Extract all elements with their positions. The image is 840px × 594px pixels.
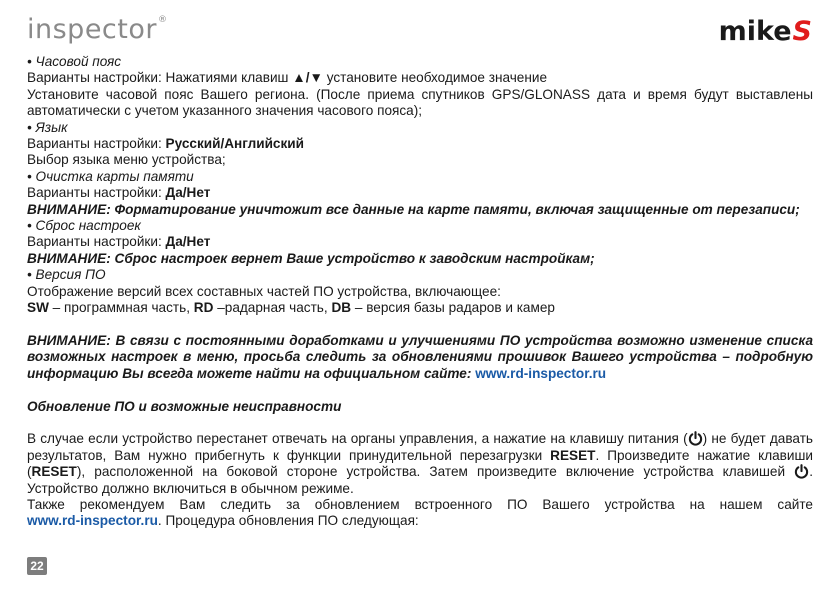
- brand-right-text: mike: [718, 16, 792, 47]
- registered-mark: ®: [157, 15, 168, 25]
- timezone-options: Варианты настройки: Нажатиями клавиш ▲/▼ установите необходимое значение: [27, 70, 548, 86]
- power-icon: [688, 431, 703, 446]
- spacer: [27, 317, 813, 333]
- brand-right-accent: S: [792, 16, 812, 47]
- reset-instructions: В случае если устройство перестанет отвечать на органы управления, а нажатие на клавишу питания ( ) не будет давать результатов, Вам нужно прибегнуть к функции принудительной перезагрузки RESET. Произведите нажатие клавиши (RESET), расположенной на боковой стороне устройства. Затем произведите включение устройства клавишей . Устройство должно включиться в обычном режиме.: [27, 431, 813, 496]
- spacer: [27, 382, 813, 398]
- manual-content: [27, 54, 813, 530]
- power-icon: [794, 464, 809, 479]
- language-options: Варианты настройки: Русский/Английский: [27, 136, 305, 152]
- update-recommendation-end: www.rd-inspector.ru. Процедура обновления ПО следующая:: [27, 513, 419, 529]
- update-notice: ВНИМАНИЕ: В связи с постоянными доработками и улучшениями ПО устройства возможно изменение списка возможных настроек в меню, просьба следить за обновлениями прошивок Вашего устройства – подробную информацию Вы всегда можете найти на официальном сайте: www.rd-inspector.ru: [27, 332, 813, 381]
- reset-options: Варианты настройки: Да/Нет: [27, 234, 211, 250]
- website-link[interactable]: www.rd-inspector.ru: [27, 513, 158, 529]
- update-recommendation: Также рекомендуем Вам следить за обновлением встроенного ПО Вашего устройства на нашем сайте: [27, 496, 813, 512]
- version-title: • Версия ПО: [27, 267, 106, 283]
- mike-s-logo: [719, 18, 812, 45]
- reset-title: • Сброс настроек: [27, 218, 141, 234]
- section-heading: Обновление ПО и возможные неисправности: [27, 398, 342, 414]
- website-link[interactable]: www.rd-inspector.ru: [475, 365, 607, 381]
- timezone-title: • Часовой пояс: [27, 54, 122, 69]
- timezone-description: Установите часовой пояс Вашего региона. (После приема спутников GPS/GLONASS дата и время будут выставлены автоматически с учетом указанного значения часового пояса);: [27, 86, 813, 119]
- language-title: • Язык: [27, 119, 68, 135]
- brand-left-text: inspector: [27, 14, 157, 45]
- arrow-keys-icon: ▲/▼: [292, 70, 323, 86]
- memory-clear-options: Варианты настройки: Да/Нет: [27, 185, 211, 201]
- version-description: Отображение версий всех составных частей ПО устройства, включающее:: [27, 283, 501, 299]
- inspector-logo: [27, 16, 167, 43]
- version-components: SW – программная часть, RD –радарная часть, DB – версия базы радаров и камер: [27, 300, 555, 316]
- memory-clear-warning: ВНИМАНИЕ: Форматирование уничтожит все данные на карте памяти, включая защищенные от перезаписи;: [27, 201, 800, 217]
- page-number: 22: [27, 557, 47, 575]
- spacer: [27, 415, 813, 431]
- memory-clear-title: • Очистка карты памяти: [27, 168, 194, 184]
- reset-warning: ВНИМАНИЕ: Сброс настроек вернет Ваше устройство к заводским настройкам;: [27, 250, 595, 266]
- language-description: Выбор языка меню устройства;: [27, 152, 226, 168]
